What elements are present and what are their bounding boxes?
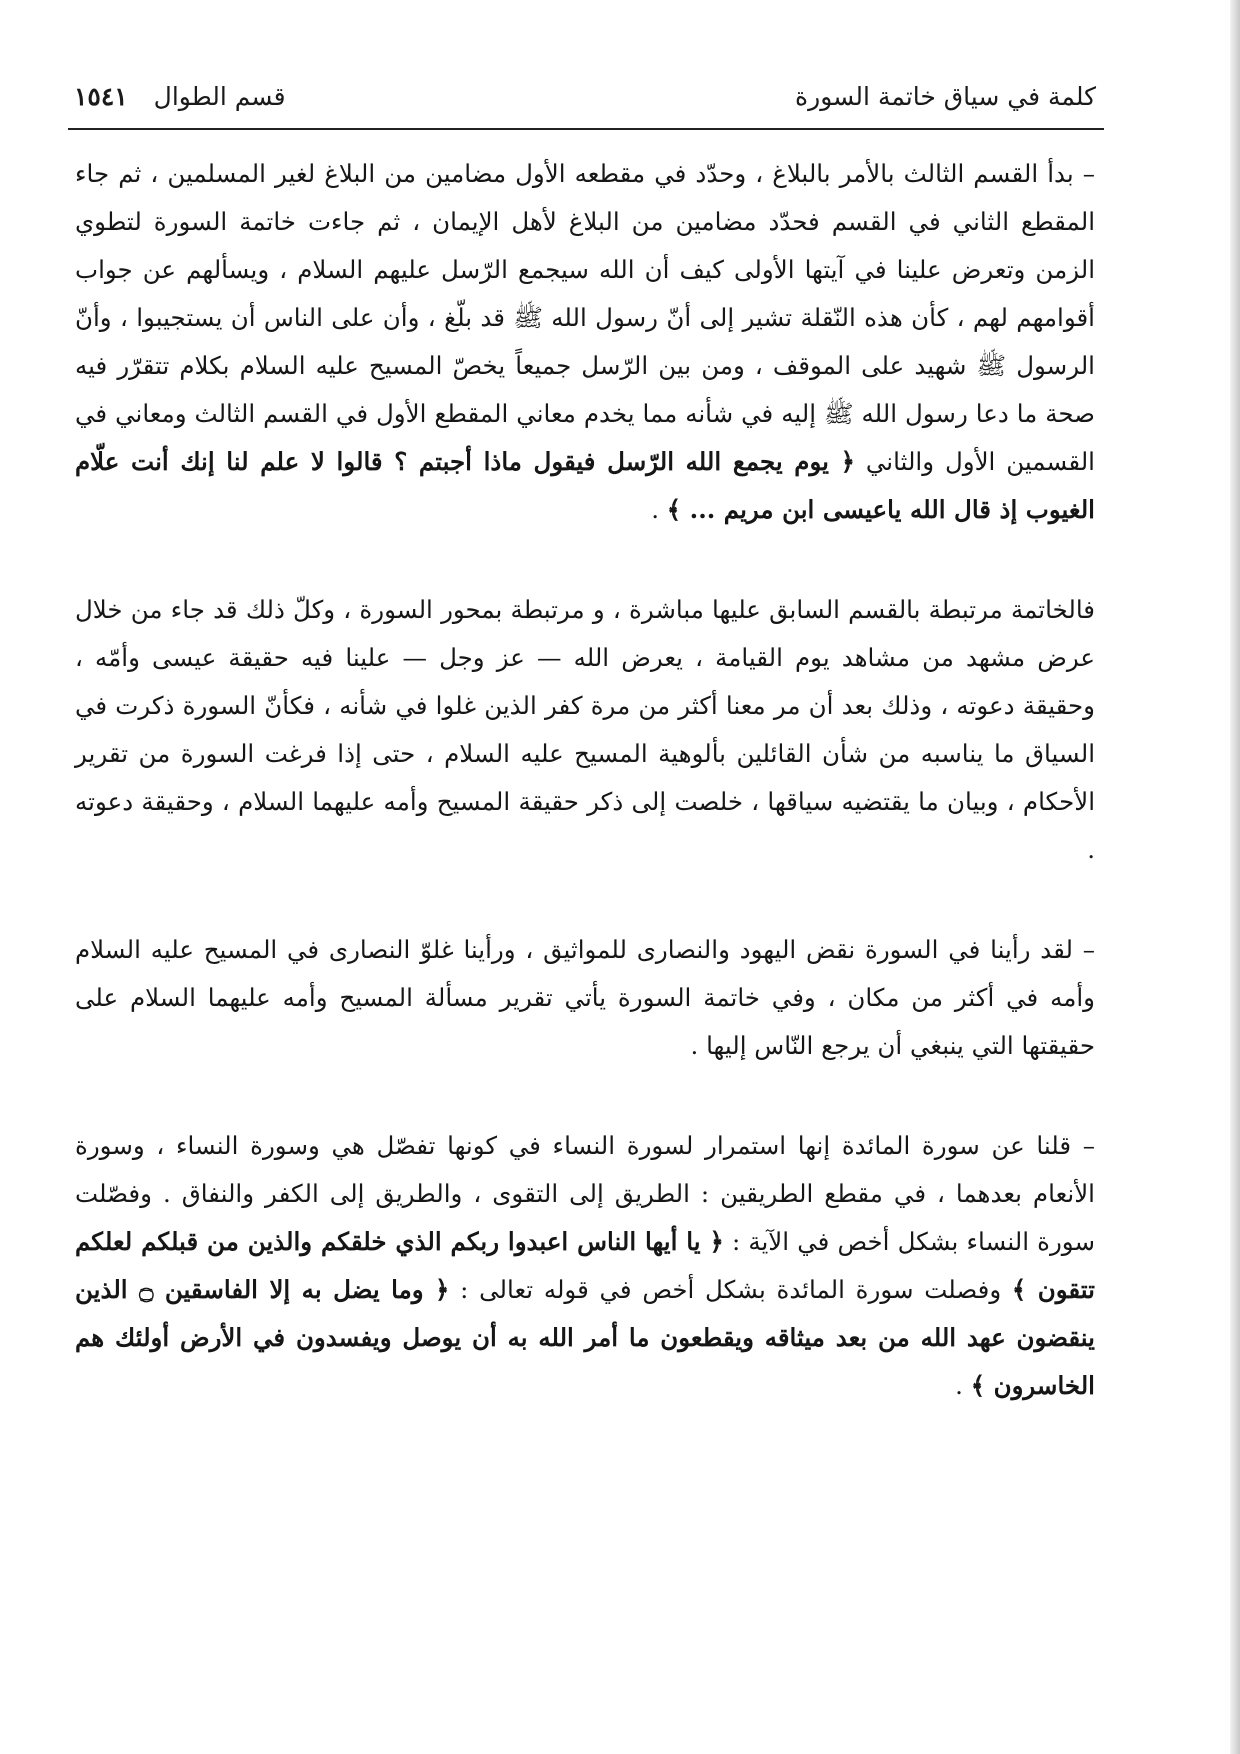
running-title: كلمة في سياق خاتمة السورة [795,82,1096,111]
paragraph-4 [75,1122,1095,1410]
quranic-verse: ﴿ يوم يجمع الله الرّسل فيقول ماذا أجبتم ؟ قالوا لا علم لنا إنك أنت علّام الغيوب إذ قال الله ياعيسى ابن مريم ... ﴾ [75,447,1095,524]
paragraph-2 [75,586,1095,874]
header-section-and-page [74,82,286,111]
page-body [75,150,1095,1410]
paragraph-3 [75,926,1095,1070]
paragraph-text: فالخاتمة مرتبطة بالقسم السابق عليها مباشرة ، و مرتبطة بمحور السورة ، وكلّ ذلك قد جاء من خلال عرض مشهد من مشاهد يوم القيامة ، يعرض الله — عز وجل — علينا فيه حقيقة عيسى وأمّه ، وحقيقة دعوته ، وذلك بعد أن مر معنا أكثر من مرة كفر الذين غلوا في شأنه ، فكأنّ السورة ذكرت في السياق ما يناسبه من شأن القائلين بألوهية المسيح عليه السلام ، حتى إذا فرغت السورة من تقرير الأحكام ، وبيان ما يقتضيه سياقها ، خلصت إلى ذكر حقيقة المسيح وأمه عليهما السلام ، وحقيقة دعوته . [75,595,1095,864]
paragraph-text: . [955,1371,971,1400]
paragraph-text: – قلنا عن سورة المائدة إنها استمرار لسورة النساء في كونها تفصّل هي وسورة النساء ، وسورة الأنعام بعدهما ، في مقطع الطريقين : الطريق إلى التقوى ، والطريق إلى الكفر والنفاق . وفصّلت سورة النساء بشكل أخص في الآية : [75,1131,1095,1256]
quranic-verse: ﴿ يا أيها الناس اعبدوا ربكم الذي خلقكم والذين من قبلكم لعلكم تتقون ﴾ [75,1227,1095,1304]
header-rule [68,128,1104,130]
paragraph-text: – بدأ القسم الثالث بالأمر بالبلاغ ، وحدّد في مقطعه الأول مضامين من البلاغ لغير المسلمين ، ثم جاء المقطع الثاني في القسم فحدّد مضامين من البلاغ لأهل الإيمان ، ثم جاءت خاتمة السورة لتطوي الزمن وتعرض علينا في آيتها الأولى كيف أن الله سيجمع الرّسل عليهم السلام ، ويسألهم عن جواب أقوامهم لهم ، كأن هذه النّقلة تشير إلى أنّ رسول الله ﷺ قد بلّغ ، وأن على الناس أن يستجيبوا ، وأنّ الرسول ﷺ شهيد على الموقف ، ومن بين الرّسل جميعاً يخصّ المسيح عليه السلام بكلام تتقرّر فيه صحة ما دعا رسول الله ﷺ إليه في شأنه مما يخدم معاني المقطع الأول في القسم الثالث ومعاني في القسمين الأول والثاني [75,159,1095,476]
paragraph-text: . [651,495,667,524]
page-number: ١٥٤١ [74,82,128,111]
page-edge-shadow [1230,0,1240,1754]
section-name: قسم الطوال [153,82,286,111]
quranic-verse: ﴿ وما يضل به إلا الفاسقين ۝ الذين ينقضون عهد الله من بعد ميثاقه ويقطعون ما أمر الله به أن يوصل ويفسدون في الأرض أولئك هم الخاسرون ﴾ [75,1275,1095,1400]
paragraph-text: – لقد رأينا في السورة نقض اليهود والنصارى للمواثيق ، ورأينا غلوّ النصارى في المسيح عليه السلام وأمه في أكثر من مكان ، وفي خاتمة السورة يأتي تقرير مسألة المسيح وأمه عليهما السلام على حقيقتها التي ينبغي أن يرجع النّاس إليها . [75,935,1095,1060]
paragraph-text: وفصلت سورة المائدة بشكل أخص في قوله تعالى : [449,1275,1012,1304]
page-header [70,80,1100,126]
paragraph-1 [75,150,1095,534]
